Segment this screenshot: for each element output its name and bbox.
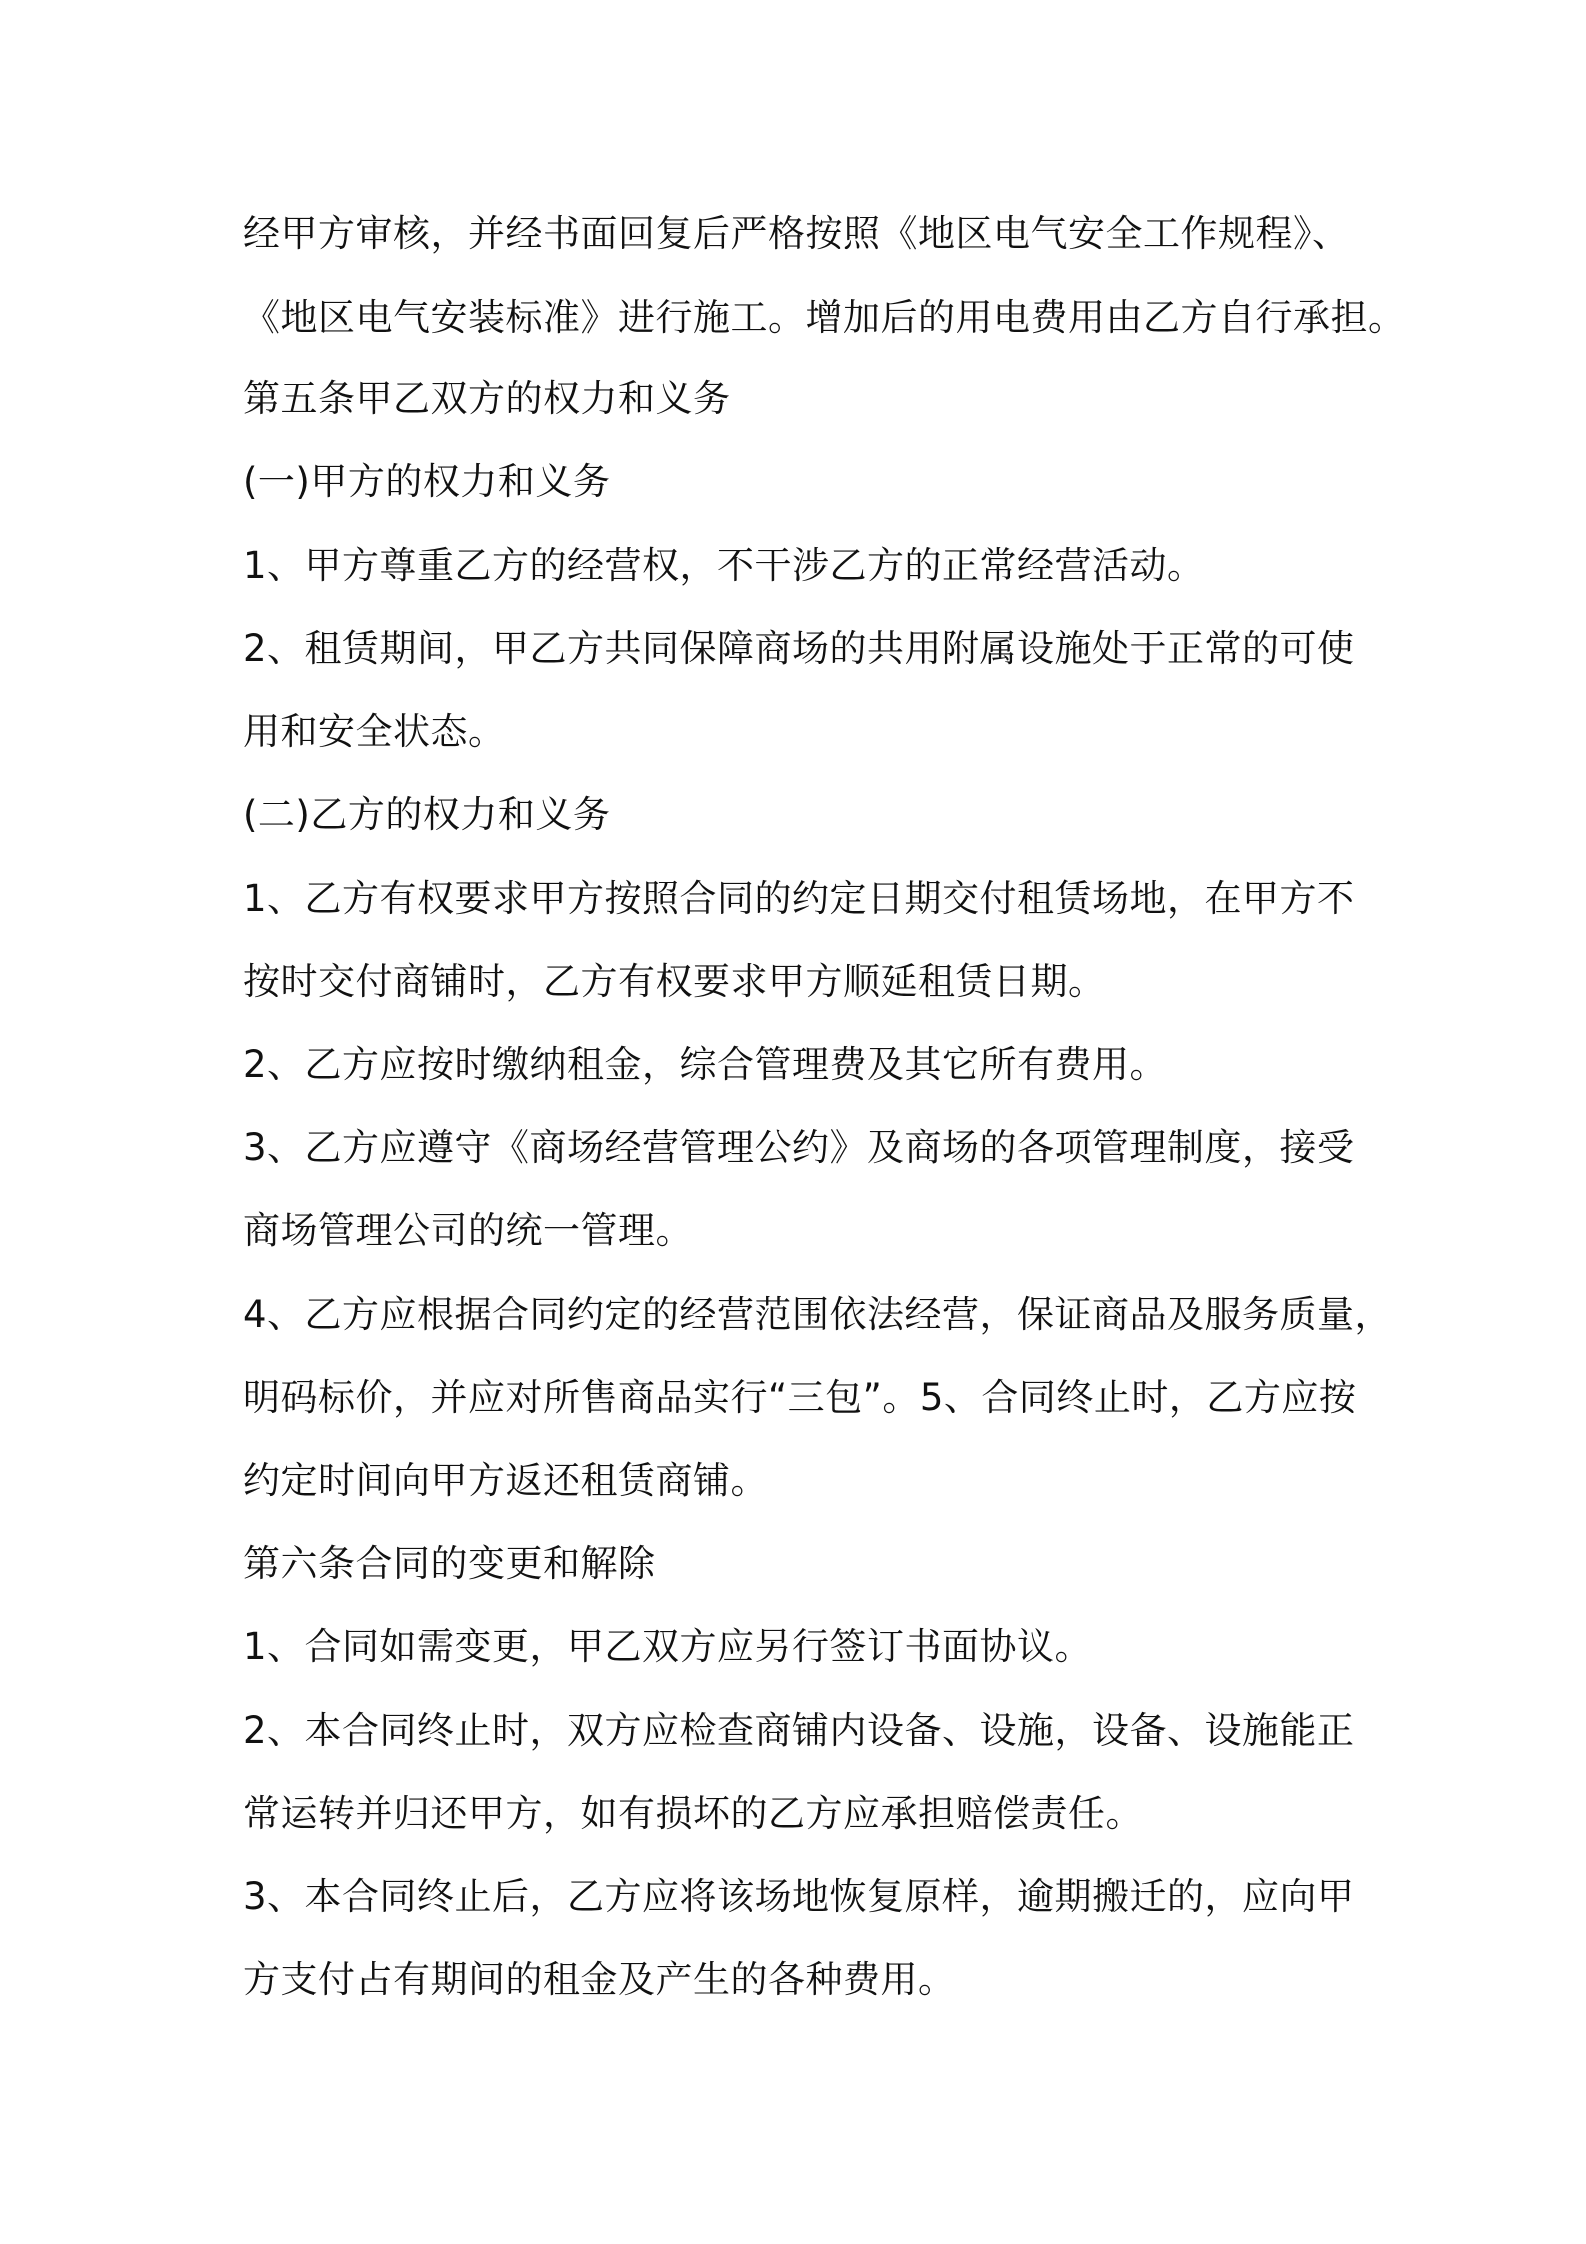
subsection-heading: (二)乙方的权力和义务 xyxy=(243,793,611,836)
text-line: 3、本合同终止后，乙方应将该场地恢复原样，逾期搬迁的，应向甲 xyxy=(243,1875,1355,1918)
text-line: 1、合同如需变更，甲乙双方应另行签订书面协议。 xyxy=(243,1625,1093,1668)
text-line: 3、乙方应遵守《商场经营管理公约》及商场的各项管理制度，接受 xyxy=(243,1126,1355,1169)
text-line: 用和安全状态。 xyxy=(243,710,506,753)
text-line: 2、租赁期间，甲乙方共同保障商场的共用附属设施处于正常的可使 xyxy=(243,627,1355,670)
text-line: 约定时间向甲方返还租赁商铺。 xyxy=(243,1459,768,1502)
text-line: 1、乙方有权要求甲方按照合同的约定日期交付租赁场地，在甲方不 xyxy=(243,877,1355,920)
text-line: 按时交付商铺时，乙方有权要求甲方顺延租赁日期。 xyxy=(243,960,1106,1003)
section-heading: 第六条合同的变更和解除 xyxy=(243,1542,656,1585)
text-line: 商场管理公司的统一管理。 xyxy=(243,1209,693,1252)
text-line: 《地区电气安装标准》进行施工。增加后的用电费用由乙方自行承担。 xyxy=(243,296,1406,339)
text-line: 1、甲方尊重乙方的经营权，不干涉乙方的正常经营活动。 xyxy=(243,544,1205,587)
text-line: 常运转并归还甲方，如有损坏的乙方应承担赔偿责任。 xyxy=(243,1792,1143,1835)
text-line: 经甲方审核，并经书面回复后严格按照《地区电气安全工作规程》、 xyxy=(243,212,1350,255)
text-line: 2、乙方应按时缴纳租金，综合管理费及其它所有费用。 xyxy=(243,1043,1168,1086)
section-heading: 第五条甲乙双方的权力和义务 xyxy=(243,377,731,420)
text-line: 方支付占有期间的租金及产生的各种费用。 xyxy=(243,1958,956,2001)
text-line: 2、本合同终止时，双方应检查商铺内设备、设施，设备、设施能正 xyxy=(243,1709,1355,1752)
subsection-heading: (一)甲方的权力和义务 xyxy=(243,460,611,503)
text-line: 4、乙方应根据合同约定的经营范围依法经营，保证商品及服务质量， xyxy=(243,1293,1393,1336)
text-line: 明码标价，并应对所售商品实行“三包”。5、合同终止时，乙方应按 xyxy=(243,1376,1357,1419)
